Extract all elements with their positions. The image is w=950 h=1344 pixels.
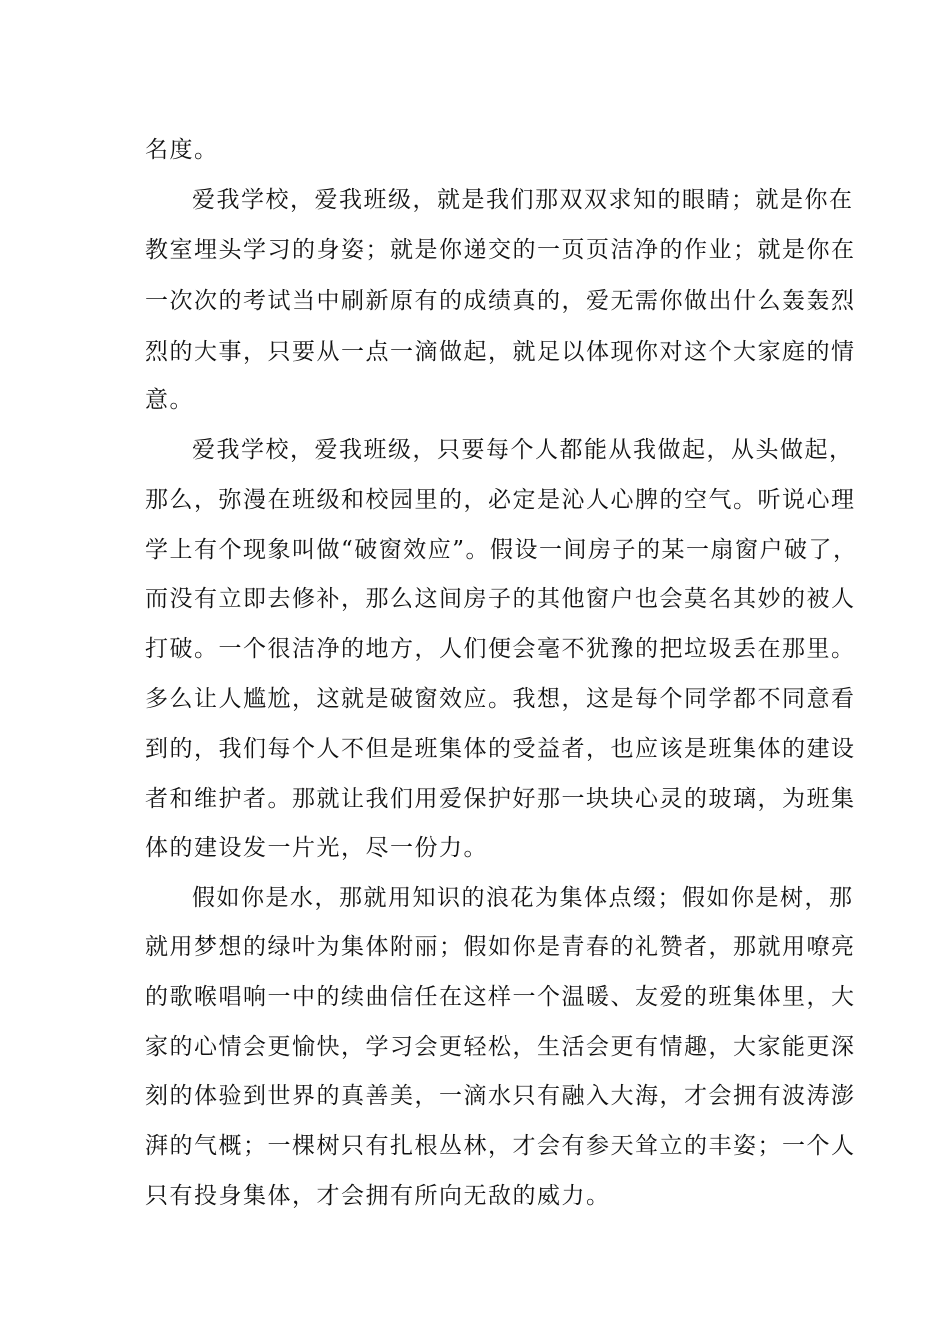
text-line: 爱我学校，爱我班级，就是我们那双双求知的眼睛；就是你在 [192,187,854,213]
text-line: 烈的大事，只要从一点一滴做起，就足以体现你对这个大家庭的情 [145,339,856,365]
text-line: 爱我学校，爱我班级，只要每个人都能从我做起，从头做起， [192,437,854,463]
text-line: 多么让人尴尬，这就是破窗效应。我想，这是每个同学都不同意看 [145,686,856,712]
text-line: 者和维护者。那就让我们用爱保护好那一块块心灵的玻璃，为班集 [145,786,856,812]
text-line: 就用梦想的绿叶为集体附丽；假如你是青春的礼赞者，那就用嘹亮 [145,934,856,960]
text-line: 只有投身集体，才会拥有所向无敌的威力。 [145,1183,611,1209]
text-line: 的歌喉唱响一中的续曲信任在这样一个温暖、友爱的班集体里，大 [145,984,856,1010]
text-line: 刻的体验到世界的真善美，一滴水只有融入大海，才会拥有波涛澎 [145,1083,856,1109]
text-line: 而没有立即去修补，那么这间房子的其他窗户也会莫名其妙的被人 [145,586,856,612]
text-line: 假如你是水，那就用知识的浪花为集体点缀；假如你是树，那 [192,885,854,911]
text-line: 到的，我们每个人不但是班集体的受益者，也应该是班集体的建设 [145,736,856,762]
text-line: 湃的气概；一棵树只有扎根丛林，才会有参天耸立的丰姿；一个人 [145,1133,856,1159]
text-line: 家的心情会更愉快，学习会更轻松，生活会更有情趣，大家能更深 [145,1034,856,1060]
text-line: 教室埋头学习的身姿；就是你递交的一页页洁净的作业；就是你在 [145,237,856,263]
text-line: 名度。 [145,137,219,163]
text-line: 一次次的考试当中刷新原有的成绩真的，爱无需你做出什么轰轰烈 [145,288,856,314]
text-line: 那么，弥漫在班级和校园里的，必定是沁人心脾的空气。听说心理 [145,487,856,513]
text-line: 体的建设发一片光，尽一份力。 [145,835,488,861]
text-line: 打破。一个很洁净的地方，人们便会毫不犹豫的把垃圾丢在那里。 [145,636,856,662]
text-line: 意。 [145,387,194,413]
text-line: 学上有个现象叫做“破窗效应”。假设一间房子的某一扇窗户破了， [145,537,858,563]
